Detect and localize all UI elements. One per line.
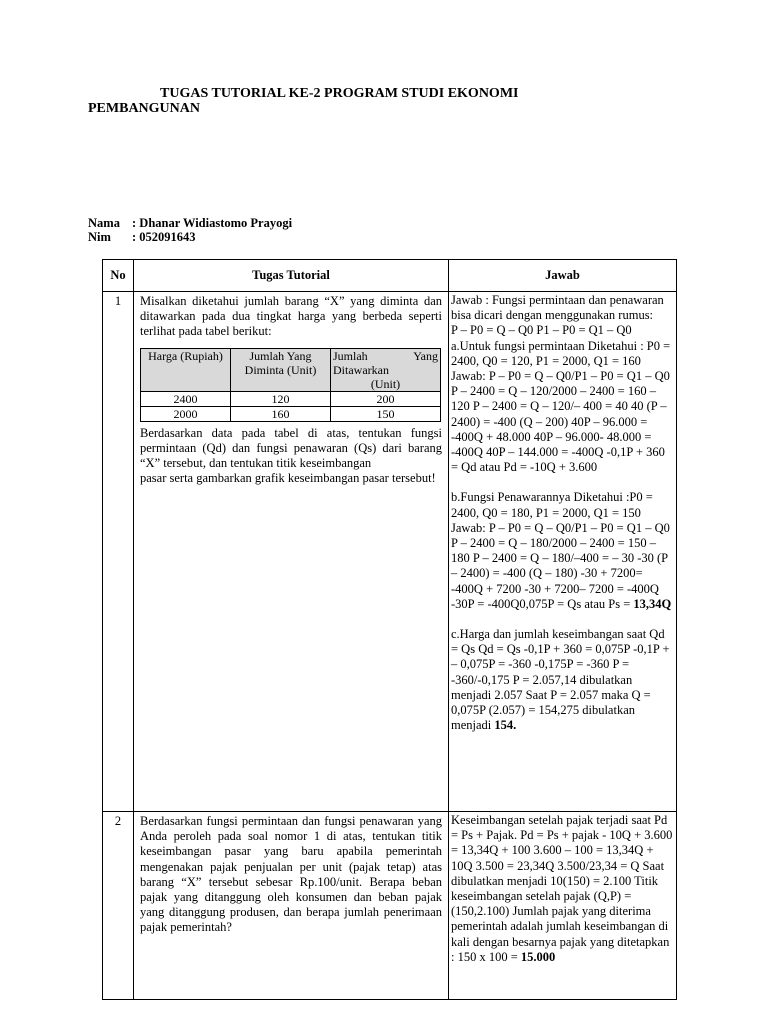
answer-result: 15.000 [520,949,556,964]
header-tugas: Tugas Tutorial [134,260,449,292]
answer-part-b [451,490,674,612]
table-row [103,812,677,1000]
data-header-ditawarkan [331,348,441,391]
header-no: No [103,260,134,292]
answer-body: Keseimbangan setelah pajak terjadi saat Pd = Ps + Pajak. Pd = Ps + pajak - 10Q + 3.600 = 13,34Q + 100 3.600 – 100 = 13,34Q + 10Q 3.500 = 23,34Q 3.500/23,34 = Q Saat dibulatkan menjadi 10(150) = 2.100 Titik keseimbangan setelah pajak (Q,P) = (150,2.100) Jumlah pajak yang diterima pemerintah adalah jumlah keseimbangan di kali dengan besarnya pajak yang ditetapkan : 150 x 100 = [451,813,673,964]
answer-part-a-work: Jawab: P – P0 = Q – Q0/P1 – P0 = Q1 – Q0 P – 2400 = Q – 120/2000 – 2400 = 160 – 120 P – 2400 = Q – 120/– 400 = 40 40 (P – 2400) = -400 (Q – 200) 40P – 96.000 = -400Q + 48.000 40P – 96.000- 48.000 = -400Q 40P – 144.000 = -400Q -0,1P + 360 = Qd atau Pd = -10Q + 3.600 [451,369,670,475]
data-table-row [141,391,441,406]
question-intro: Misalkan diketahui jumlah barang “X” yang diminta dan ditawarkan pada dua tingkat harga yang berbeda seperti terlihat pada tabel berikut: [140,294,442,339]
question-cell [134,812,449,1000]
answer-cell [449,812,677,1000]
question-main: Berdasarkan data pada tabel di atas, tentukan fungsi permintaan (Qd) dan fungsi penawaran (Qs) dari barang “X” tersebut, dan tentukan titik keseimbangan [140,425,442,471]
question-text: Berdasarkan fungsi permintaan dan fungsi penawaran yang Anda peroleh pada soal nomor 1 di atas, tentukan titik keseimbangan pasar yang baru apabila pemerintah mengenakan pajak penjualan per unit (pajak tetap) atas barang “X” tersebut sebesar Rp.100/unit. Berapa beban pajak yang ditanggung oleh konsumen dan beban pajak yang ditanggung produsen, dan berapa jumlah penerimaan pajak pemerintah? [140,814,442,935]
answer-part-b-text: b.Fungsi Penawarannya Diketahui :P0 = 2400, Q0 = 180, P1 = 2000, Q1 = 150 Jawab: P – P0 = Q – Q0/P1 – P0 = Q1 – Q0 P – 2400 = Q – 180/2000 – 2400 = 150 – 180 P – 2400 = Q – 180/–400 = – 30 -30 (P – 2400) = -400 (Q – 180) -30 + 7200= -400Q + 7200 -30 + 7200– 7200 = -400Q -30P = -400Q0,075P = Qs atau Ps = [451,490,670,611]
nim-label: Nim [88,230,111,244]
table-row [103,292,677,812]
data-table [140,348,441,422]
table-header-row [103,260,677,292]
answer-part-b-result: 13,34Q [633,596,672,611]
question-end: pasar serta gambarkan grafik keseimbangan pasar tersebut! [140,471,436,486]
answer-cell [449,292,677,812]
data-table-header [141,348,441,391]
header-jawab: Jawab [449,260,677,292]
data-header-diminta: Jumlah Yang Diminta (Unit) [231,348,331,391]
nim-value: : 052091643 [132,230,196,244]
row-number: 2 [103,812,134,1000]
row-number: 1 [103,292,134,812]
data-header-ditawarkan-a: Jumlah [333,348,368,363]
data-cell: 200 [331,391,441,406]
name-label: Nama [88,216,120,230]
data-header-ditawarkan-d: (Unit) [370,376,401,391]
answer-part-c-result: 154. [494,718,517,733]
data-cell: 2000 [141,406,231,421]
data-header-ditawarkan-b: Yang [413,348,438,363]
tutorial-table [102,259,677,1000]
name-value: : Dhanar Widiastomo Prayogi [132,216,293,230]
student-identity [88,216,292,244]
data-table-row [141,406,441,421]
answer-formula: P – P0 = Q – Q0 P1 – P0 = Q1 – Q0 [451,323,632,338]
answer-intro: Jawab : Fungsi permintaan dan penawaran bisa dicari dengan menggunakan rumus: [451,293,664,323]
data-header-harga: Harga (Rupiah) [141,348,231,391]
answer-part-c-text: c.Harga dan jumlah keseimbangan saat Qd = Qs Qd = Qs -0,1P + 360 = 0,075P -0,1P + – 0,075P = -360 -0,175P = -360 P = -360/-0,175 P = 2.057,14 dibulatkan menjadi 2.057 Saat P = 2.057 maka Q = 0,075P (2.057) = 154,275 dibulatkan menjadi [451,627,670,733]
data-cell: 2400 [141,391,231,406]
answer-text [451,813,674,965]
data-cell: 150 [331,406,441,421]
answer-part-c [451,627,674,733]
data-cell: 160 [231,406,331,421]
question-cell [134,292,449,812]
title-line-1: TUGAS TUTORIAL KE-2 PROGRAM STUDI EKONOMI [160,86,519,101]
title-line-2: PEMBANGUNAN [88,101,200,116]
data-header-ditawarkan-c: Ditawarkan [333,362,389,377]
document-title [88,86,648,116]
answer-part-a-given: a.Untuk fungsi permintaan Diketahui : P0 = 2400, Q0 = 120, P1 = 2000, Q1 = 160 [451,338,671,368]
data-cell: 120 [231,391,331,406]
